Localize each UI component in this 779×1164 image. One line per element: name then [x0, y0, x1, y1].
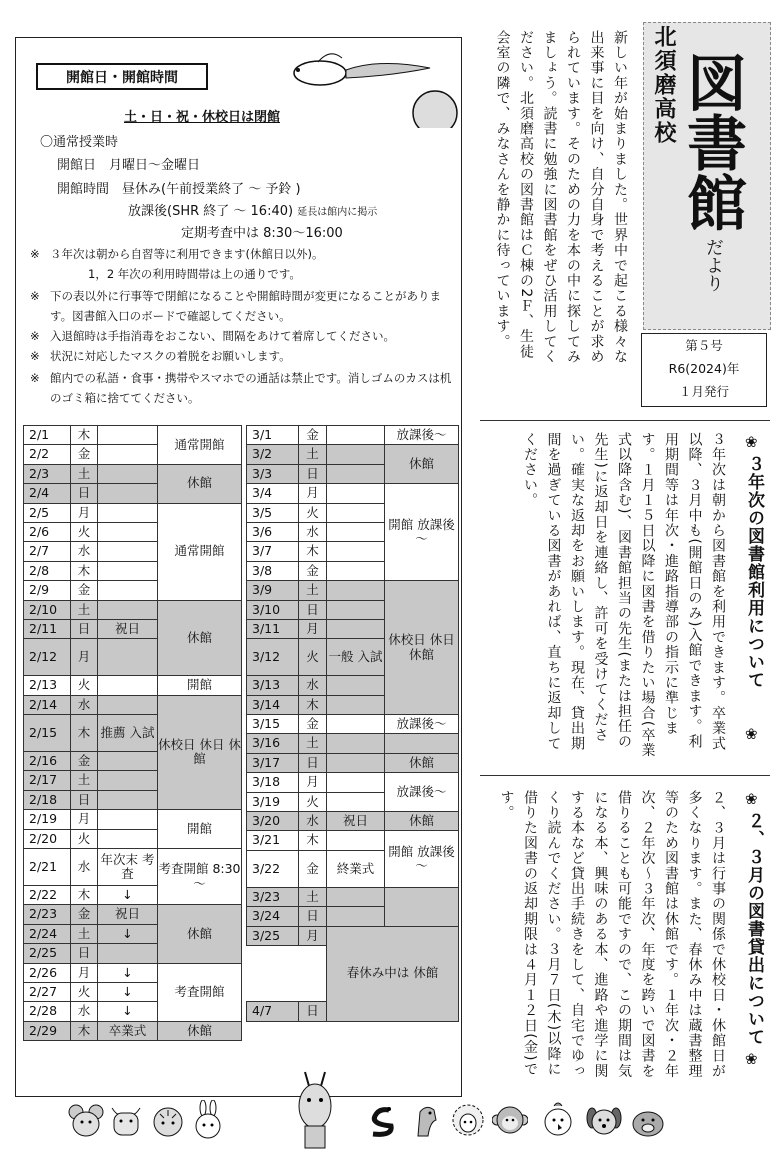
- table-row: 2/17 土: [24, 771, 242, 790]
- table-row: 3/18 月 放課後～: [247, 773, 459, 792]
- rat-icon: [68, 1100, 104, 1140]
- table-row: 3/15 金 放課後～: [247, 715, 459, 734]
- table-row: 3/2 土 休館: [247, 445, 459, 464]
- intro-text: 新しい年が始まりました。世界中で起こる様々な出来事に目を向け、自分自身で考えることが求められています。そのための力を本の中に探してみましょう。読書に勉強に図書館をぜひ活用してください。北須磨高校の図書館はＣ棟の2Ｆ、生徒会室の隣で、みなさんを静かに待っています。: [494, 30, 628, 365]
- open-time-2: 放課後(SHR 終了 ～ 16:40) 延長は館内に掲示: [128, 204, 378, 219]
- table-row: 3/20 水 祝日 休館: [247, 812, 459, 831]
- table-row: 2/7 水: [24, 542, 242, 561]
- table-row: 2/28 水 ↓: [24, 1002, 242, 1021]
- issue-date: R6(2024)年: [668, 361, 740, 376]
- flower-icon: ❀: [745, 725, 758, 743]
- issue-number: 第５号: [685, 338, 723, 353]
- table-row: 3/16 土: [247, 734, 459, 753]
- note-6: ※ 館内での私語・食事・携帯やスマホでの通話は禁止です。消しゴムのカスは机のゴミ箱に捨ててください。: [30, 371, 452, 405]
- table-row: 2/20 火: [24, 829, 242, 848]
- table-row: 3/5 火: [247, 503, 459, 522]
- masthead-suffix: だより: [703, 238, 724, 292]
- table-row: 3/11 月: [247, 619, 459, 638]
- table-row: 3/6 水: [247, 522, 459, 541]
- table-row: 3/4 月 開館 放課後～: [247, 484, 459, 503]
- flower-icon: ❀: [745, 433, 758, 451]
- table-row: 4/7 日: [247, 1002, 459, 1021]
- open-time-1: 開館時間 昼休み(午前授業終了 ～ 予鈴 ): [57, 182, 301, 197]
- dragon-icon: [285, 1068, 345, 1152]
- table-row: 2/15 木 推薦 入試: [24, 715, 242, 752]
- table-row: 2/24 土 ↓: [24, 924, 242, 943]
- table-row: 2/19 月 開館: [24, 810, 242, 829]
- hours-title: 開館日・開館時間: [36, 63, 208, 90]
- posted-note: 延長は館内に掲示: [297, 207, 378, 218]
- regular-heading: 〇通常授業時: [40, 135, 119, 150]
- table-row: 3/22 金 終業式: [247, 850, 459, 887]
- flower-icon: ❀: [745, 1050, 758, 1068]
- table-row: 2/9 金: [24, 581, 242, 600]
- table-row: 3/12 火 一般 入試: [247, 639, 459, 676]
- bird-illustration: [260, 48, 460, 128]
- open-days: 開館日 月曜日～金曜日: [57, 158, 201, 173]
- table-row: 2/5 月 通常開館: [24, 503, 242, 522]
- table-row: 3/3 日: [247, 464, 459, 483]
- table-row: 2/8 木: [24, 561, 242, 580]
- divider: [480, 775, 770, 776]
- table-row: 3/14 木: [247, 695, 459, 714]
- table-row: 3/8 金: [247, 561, 459, 580]
- sheep-icon: [450, 1100, 486, 1140]
- tiger-icon: [150, 1100, 186, 1140]
- table-row: 3/25 月 春休み中は 休館: [247, 926, 459, 945]
- calendar-march: [246, 425, 459, 1022]
- closed-days-notice: 土・日・祝・休校日は閉館: [124, 110, 281, 125]
- table-row: 3/1 金 放課後～: [247, 426, 459, 445]
- table-row: 2/16 金: [24, 752, 242, 771]
- table-row: 2/18 日: [24, 790, 242, 809]
- table-row: 2/22 木 ↓: [24, 886, 242, 905]
- table-row: 2/10 土 休館: [24, 600, 242, 619]
- note-5: ※ 状況に対応したマスクの着脱をお願いします。: [30, 349, 291, 363]
- table-row: 3/19 火: [247, 792, 459, 811]
- monkey-icon: [492, 1100, 528, 1140]
- table-row: 2/21 水 年次末 考査 考査開館 8:30～: [24, 849, 242, 886]
- table-row: 2/14 水 休校日 休日 休館: [24, 695, 242, 714]
- table-row: 2/23 金 祝日 休館: [24, 905, 242, 924]
- table-row: 3/17 日 休館: [247, 753, 459, 772]
- table-row: 3/10 日: [247, 600, 459, 619]
- table-row: 2/6 火: [24, 522, 242, 541]
- section3-body: ３年次は朝から図書館を利用できます。卒業式以降、３月中も(開館日のみ)入館できます。利用期間等は年次・進路指導部の指示に準じます。１月１５日以降に図書を借りたい場合(卒業式以降含む)、図書館担当の先生(または担任の先生)に返却日を連絡し、許可を受けてください。確実な返却をお願いします。現在、貸出期間を過ぎている図書があれば、直ちに返却してください。: [522, 432, 726, 758]
- note-2: 1，2 年次の利用時間帯は上の通りです。: [88, 267, 301, 281]
- table-row: 3/7 木: [247, 542, 459, 561]
- table-row: 2/2 金: [24, 445, 242, 464]
- note-1: ※ ３年次は朝から自習等に利用できます(休館日以外)。: [30, 247, 324, 261]
- table-row: 2/13 火 開館: [24, 676, 242, 695]
- section23-heading: ２、３月の図書貸出について: [744, 812, 764, 1046]
- issue-month: １月発行: [678, 384, 729, 399]
- dog-icon: [586, 1100, 622, 1140]
- table-row: 3/13 水: [247, 676, 459, 695]
- table-row: 2/3 土 休館: [24, 464, 242, 483]
- table-row: 3/23 土: [247, 887, 459, 906]
- table-row: 3/9 土 休校日 休日 休館: [247, 581, 459, 600]
- table-row: 2/29 木 卒業式 休館: [24, 1021, 242, 1040]
- table-row: 2/1 木 通常開館: [24, 426, 242, 445]
- section23-body: ２、３月は行事の関係で休校日・休館日が多くなります。また、春休み中は蔵書整理等のため図書館は休館です。１年次・２年次、２年次～３年次、年度を跨いで図書を借りることも可能ですので、この期間は気になる本、興味のある本、進路や進学に関する本など貸出手続きをして、自宅でゆっくり読んでください。３月７日(木)以降に借りた図書の返却期限は４月１２日(金)です。: [498, 790, 726, 1079]
- table-row: 2/26 月 ↓ 考査開館: [24, 963, 242, 982]
- exam-time: 定期考査中は 8:30～16:00: [181, 226, 343, 241]
- rabbit-icon: [190, 1100, 226, 1140]
- table-row: 2/12 月: [24, 639, 242, 676]
- section3-heading: ３年次の図書館利用について: [744, 455, 764, 689]
- note-3: ※ 下の表以外に行事等で閉館になることや開館時間が変更になることがあります。図書館入口のボードで確認してください。: [30, 289, 441, 323]
- ox-icon: [108, 1100, 144, 1140]
- masthead-title: 図書館: [677, 52, 747, 232]
- note-4: ※ 入退館時は手指消毒をおこない、間隔をあけて着席してください。: [30, 329, 395, 343]
- divider: [480, 420, 770, 421]
- table-row: 2/25 日: [24, 944, 242, 963]
- table-row: 2/27 火 ↓: [24, 982, 242, 1001]
- table-row: 3/24 日: [247, 907, 459, 926]
- flower-icon: ❀: [745, 790, 758, 808]
- table-row: 2/4 日: [24, 484, 242, 503]
- boar-icon: [630, 1100, 666, 1140]
- masthead-school: 北須磨高校: [651, 25, 676, 145]
- calendar-february: [23, 425, 242, 1041]
- table-row: 2/11 日 祝日: [24, 619, 242, 638]
- snake-icon: [365, 1100, 401, 1140]
- horse-icon: [408, 1100, 444, 1140]
- rooster-icon: [540, 1100, 576, 1140]
- issue-box: [641, 333, 767, 407]
- table-row: 3/21 木 開館 放課後～: [247, 831, 459, 850]
